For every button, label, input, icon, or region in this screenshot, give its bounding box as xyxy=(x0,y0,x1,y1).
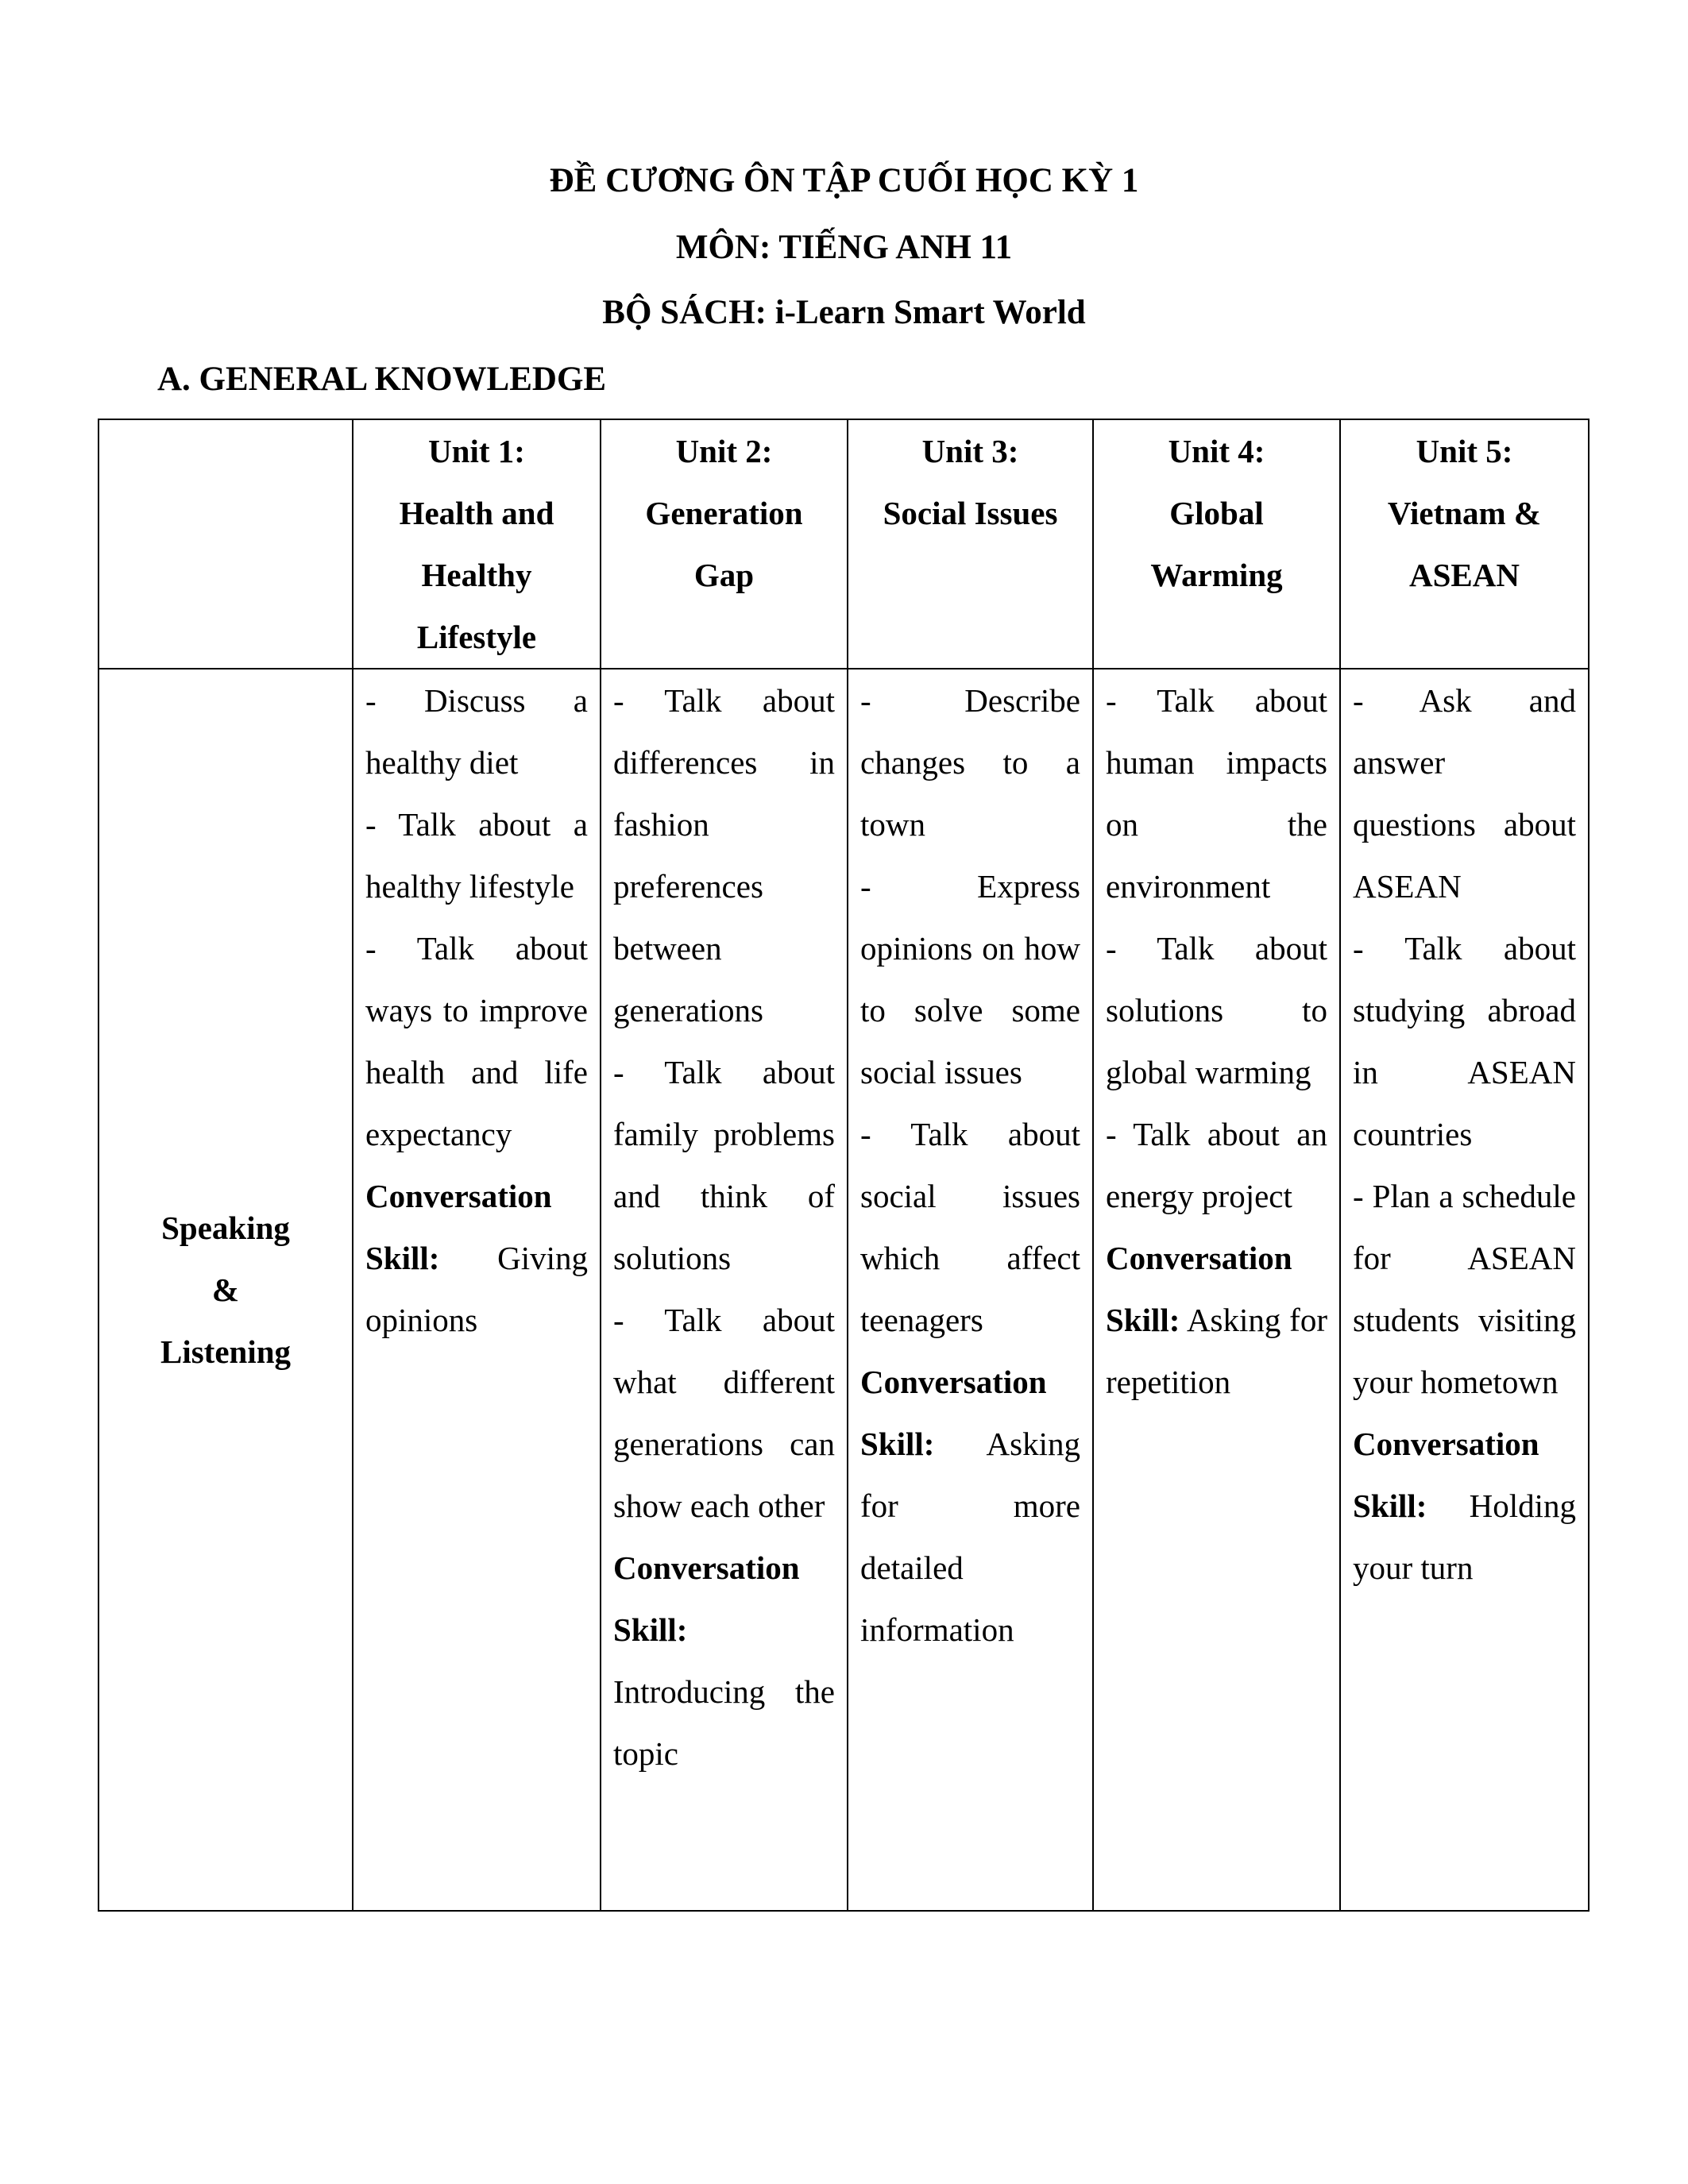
unit-number: Unit 5: xyxy=(1416,433,1513,469)
list-item: - Talk about studying abroad in ASEAN countries xyxy=(1353,930,1576,1152)
unit-cell xyxy=(848,669,1093,1911)
skill-label: Conversation Skill: xyxy=(1106,1240,1292,1338)
row-label-line: & xyxy=(211,1271,240,1308)
skill-label: Conversation Skill: xyxy=(613,1549,800,1648)
conversation-skill xyxy=(1106,1227,1327,1413)
list-item: - Talk about a healthy lifestyle xyxy=(365,806,588,905)
list-item: - Talk about social issues which affect teenagers xyxy=(860,1116,1080,1338)
doc-book: BỘ SÁCH: i-Learn Smart World xyxy=(602,294,1086,331)
unit-number: Unit 2: xyxy=(675,433,773,469)
list-item: - Talk about ways to improve health and life expectancy xyxy=(365,930,588,1152)
list-item: - Talk about family problems and think of solutions xyxy=(613,1054,835,1276)
unit-cell xyxy=(353,669,601,1911)
unit-header xyxy=(601,419,848,669)
skill-value: Introducing the topic xyxy=(613,1673,835,1772)
skill-label: Conversation Skill: xyxy=(365,1178,552,1276)
skill-label: Conversation Skill: xyxy=(1353,1426,1539,1524)
table-row xyxy=(98,669,1589,1911)
conversation-skill xyxy=(860,1351,1080,1661)
conversation-skill xyxy=(365,1165,588,1351)
skill-label: Conversation Skill: xyxy=(860,1364,1047,1462)
list-item: - Plan a schedule for ASEAN students visiting your hometown xyxy=(1353,1178,1576,1400)
header-row xyxy=(98,419,1589,669)
list-item: - Express opinions on how to solve some social issues xyxy=(860,868,1080,1090)
unit-header xyxy=(1340,419,1589,669)
unit-cell xyxy=(601,669,848,1911)
unit-header xyxy=(353,419,601,669)
unit-name: Health and Healthy Lifestyle xyxy=(399,495,554,655)
skill-value: Holding your turn xyxy=(1353,1488,1576,1586)
doc-title: ĐỀ CƯƠNG ÔN TẬP CUỐI HỌC KỲ 1 xyxy=(549,162,1139,199)
conversation-skill xyxy=(613,1537,835,1785)
skill-value: Asking for more detailed information xyxy=(860,1426,1080,1648)
list-item: - Talk about an energy project xyxy=(1106,1116,1327,1214)
unit-name: Social Issues xyxy=(883,495,1058,531)
row-label xyxy=(98,669,353,1911)
row-label-line: Listening xyxy=(160,1333,292,1370)
unit-number: Unit 1: xyxy=(428,433,525,469)
list-item: - Describe changes to a town xyxy=(860,682,1080,843)
unit-cell xyxy=(1340,669,1589,1911)
list-item: - Discuss a healthy diet xyxy=(365,682,588,781)
empty-header-cell xyxy=(98,419,353,669)
row-label-line: Speaking xyxy=(161,1210,290,1246)
conversation-skill xyxy=(1353,1413,1576,1599)
unit-cell xyxy=(1093,669,1340,1911)
list-item: - Talk about solutions to global warming xyxy=(1106,930,1327,1090)
unit-name: Generation Gap xyxy=(645,495,803,593)
skill-value: Giving opinions xyxy=(365,1240,588,1338)
unit-header xyxy=(1093,419,1340,669)
unit-name: Global Warming xyxy=(1150,495,1283,593)
doc-subject: MÔN: TIẾNG ANH 11 xyxy=(675,229,1013,266)
knowledge-table xyxy=(98,419,1590,1912)
section-heading: A. GENERAL KNOWLEDGE xyxy=(157,361,607,398)
list-item: - Ask and answer questions about ASEAN xyxy=(1353,682,1576,905)
list-item: - Talk about differences in fashion preferences between generations xyxy=(613,682,835,1028)
list-item: - Talk about human impacts on the environment xyxy=(1106,682,1327,905)
unit-name: Vietnam & ASEAN xyxy=(1387,495,1542,593)
unit-number: Unit 3: xyxy=(921,433,1019,469)
unit-number: Unit 4: xyxy=(1168,433,1265,469)
unit-header xyxy=(848,419,1093,669)
list-item: - Talk about what different generations can show each other xyxy=(613,1302,835,1524)
skill-value: Asking for repetition xyxy=(1106,1302,1327,1400)
